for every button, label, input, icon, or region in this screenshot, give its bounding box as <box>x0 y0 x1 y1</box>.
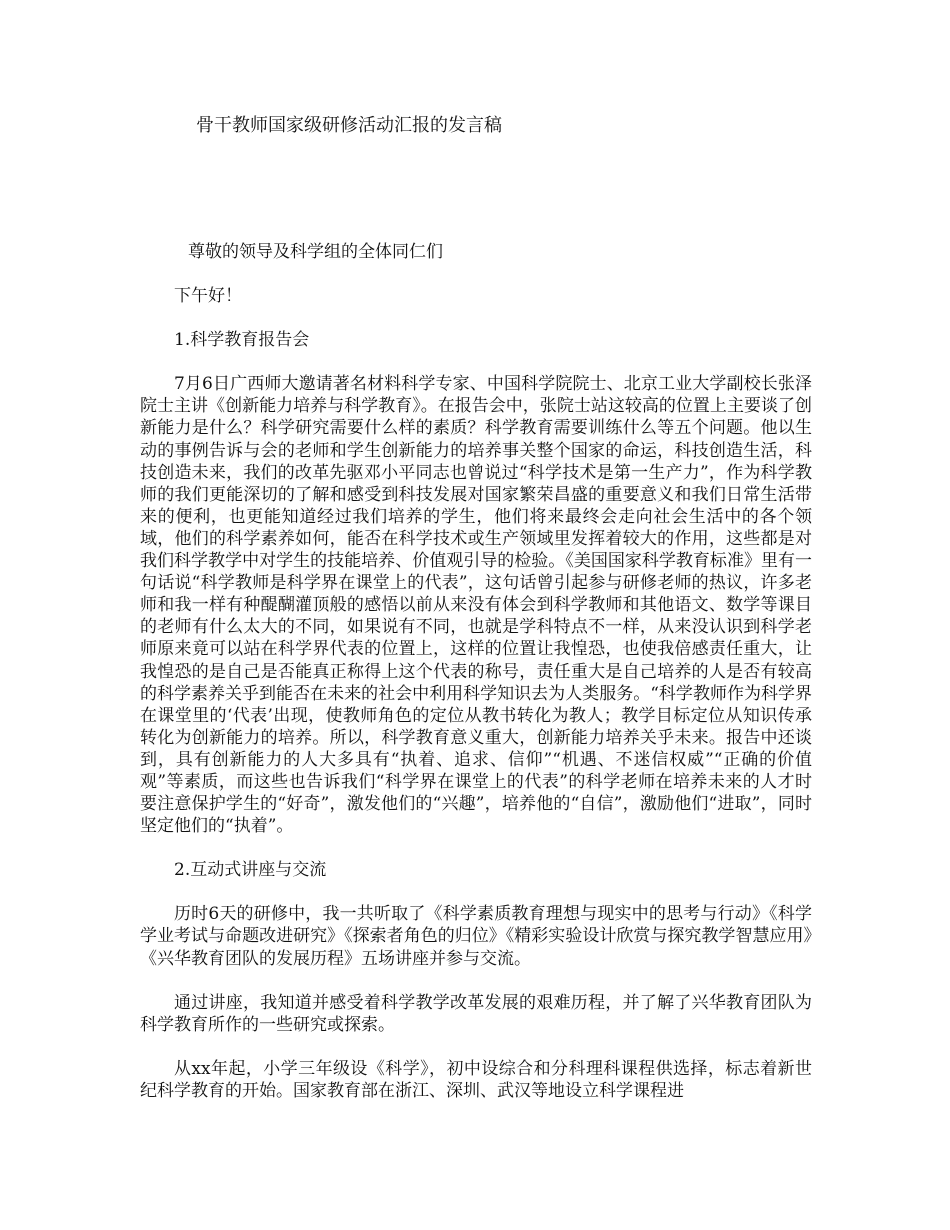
salutation: 下午好！ <box>174 286 242 307</box>
section-2-paragraph-1: 历时6天的研修中，我一共听取了《科学素质教育理想与现实中的思考与行动》《科学学业考试与命题改进研究》《探索者角色的归位》《精彩实验设计欣赏与探究教学智慧应用》《兴华教育团队的发展历程》五场讲座并参与交流。 <box>140 904 812 969</box>
section-1-heading: 1.科学教育报告会 <box>174 330 310 351</box>
document-title: 骨干教师国家级研修活动汇报的发言稿 <box>196 115 502 136</box>
section-2-paragraph-3: 从xx年起，小学三年级设《科学》，初中设综合和分科理科课程供选择，标志着新世纪科学教育的开始。国家教育部在浙江、深圳、武汉等地设立科学课程进 <box>140 1058 812 1101</box>
section-2-heading: 2.互动式讲座与交流 <box>174 860 327 881</box>
document-body <box>140 241 812 1124</box>
section-2-paragraph-2: 通过讲座，我知道并感受着科学教学改革发展的艰难历程，并了解了兴华教育团队为科学教育所作的一些研究或探索。 <box>140 992 812 1035</box>
section-1-paragraph: 7月6日广西师大邀请著名材料科学专家、中国科学院院士、北京工业大学副校长张泽院士主讲《创新能力培养与科学教育》。在报告会中，张院士站这较高的位置上主要谈了创新能力是什么？科学研究需要什么样的素质？科学教育需要训练什么等五个问题。他以生动的事例告诉与会的老师和学生创新能力的培养事关整个国家的命运，科技创造生活，科技创造未来，我们的改革先驱邓小平同志也曾说过“科学技术是第一生产力”，作为科学教师的我们更能深切的了解和感受到科技发展对国家繁荣昌盛的重要意义和我们日常生活带来的便利，也更能知道经过我们培养的学生，他们将来最终会走向社会生活中的各个领域，他们的科学素养如何，能否在科学技术或生产领域里发挥着较大的作用，这些都是对我们科学教学中对学生的技能培养、价值观引导的检验。《美国国家科学教育标准》里有一句话说“科学教师是科学界在课堂上的代表”，这句话曾引起参与研修老师的热议，许多老师和我一样有种醍醐灌顶般的感悟以前从来没有体会到科学教师和其他语文、数学等课目的老师有什么太大的不同，如果说有不同，也就是学科特点不一样，从来没认识到科学老师原来竟可以站在科学界代表的位置上，这样的位置让我惶恐，也使我倍感责任重大，让我惶恐的是自己是否能真正称得上这个代表的称号，责任重大是自己培养的人是否有较高的科学素养关乎到能否在未来的社会中利用科学知识去为人类服务。“科学教师作为科学界在课堂里的‘代表’出现，使教师角色的定位从教书转化为教人；教学目标定位从知识传承转化为创新能力的培养。所以，科学教育意义重大，创新能力培养关乎未来。报告中还谈到，具有创新能力的人大多具有“执着、追求、信仰”“机遇、不迷信权威”“正确的价值观”等素质，而这些也告诉我们“科学界在课堂上的代表”的科学老师在培养未来的人才时要注意保护学生的“好奇”，激发他们的“兴趣”，培养他的“自信”，激励他们“进取”，同时坚定他们的“执着”。 <box>140 374 812 837</box>
greeting: 尊敬的领导及科学组的全体同仁们 <box>188 242 443 262</box>
